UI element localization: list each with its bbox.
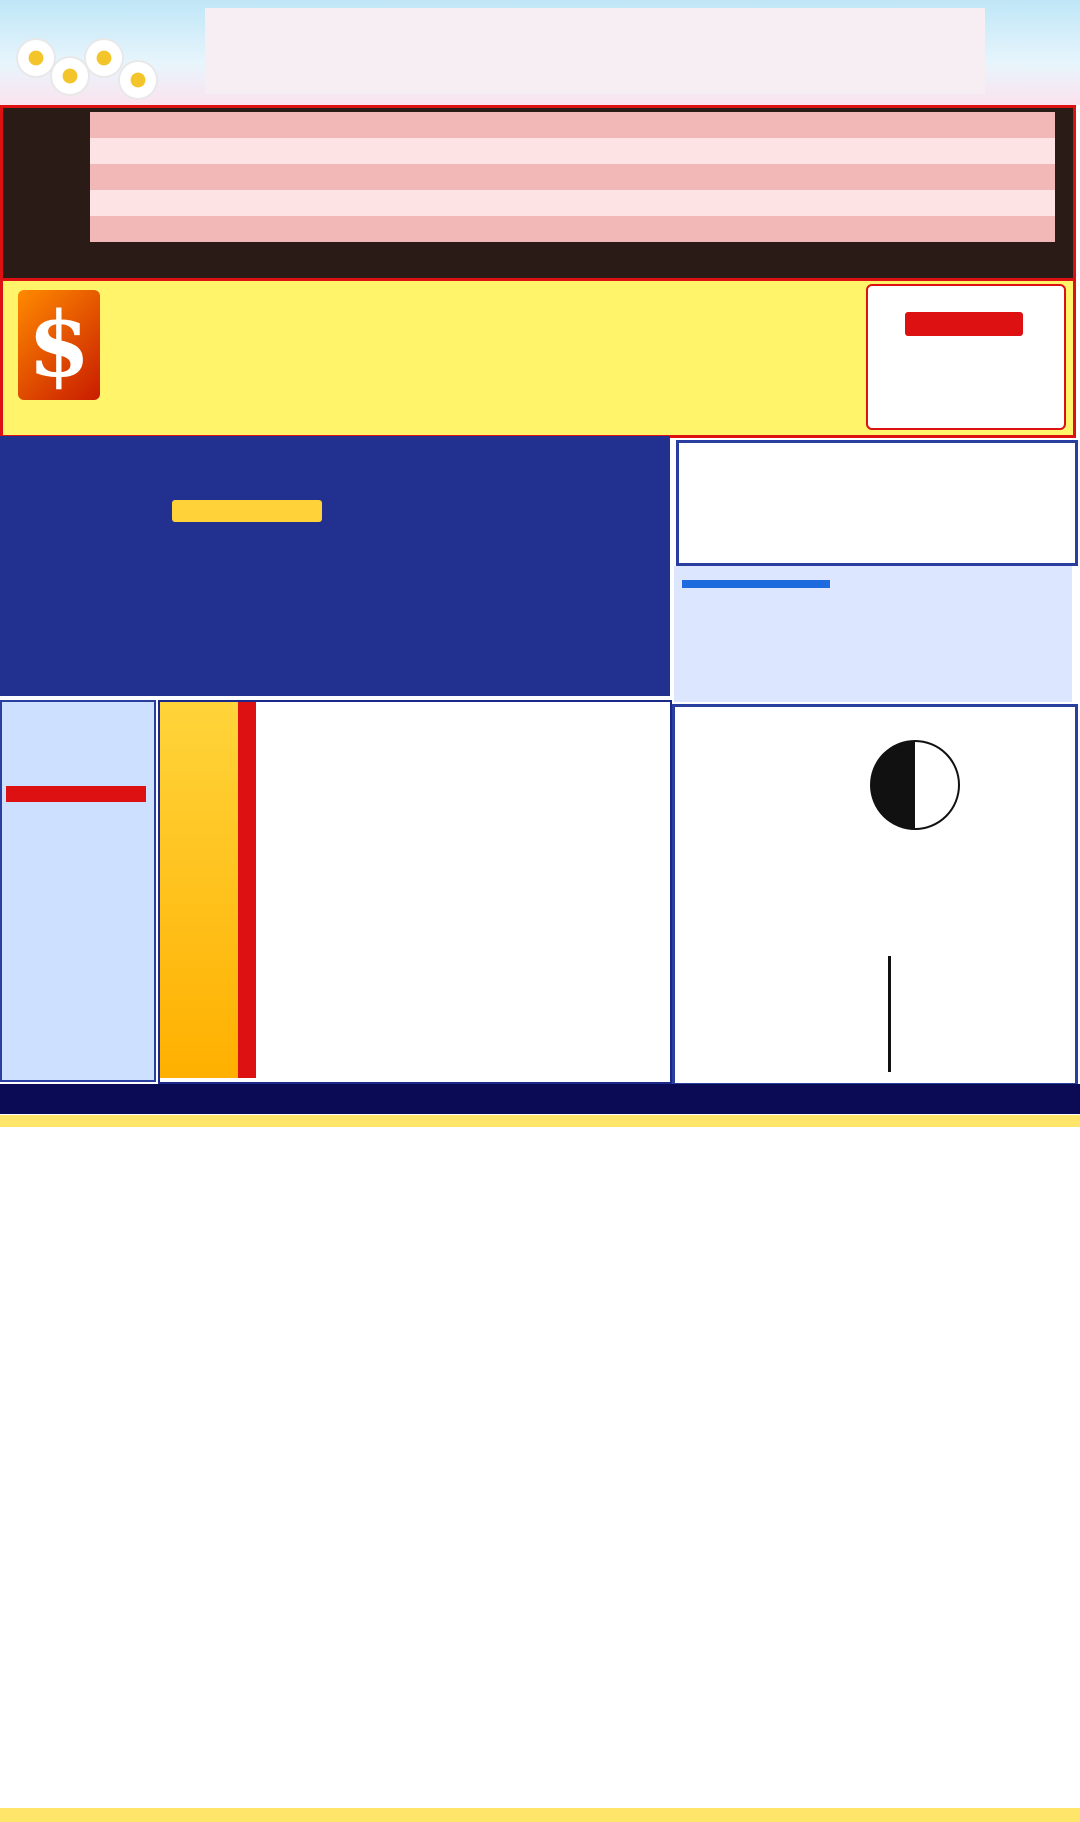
analysis-section xyxy=(0,436,670,696)
header-banner-blank xyxy=(205,8,985,94)
color-grid-label xyxy=(682,580,830,588)
trend-table-footer xyxy=(0,1808,1080,1822)
daisy-flower-icon xyxy=(52,58,88,94)
tema-divider xyxy=(888,956,891,1072)
daisy-flower-icon xyxy=(18,40,54,76)
trend-table xyxy=(0,1115,1080,1820)
analysis-subtitle xyxy=(172,500,322,522)
yin-yang-icon xyxy=(870,740,960,830)
hot-numbers-box xyxy=(676,440,1078,566)
trend-table-title xyxy=(0,1084,1080,1114)
trend-table-header xyxy=(0,1115,1080,1127)
daisy-flower-icon xyxy=(86,40,122,76)
zone-bars xyxy=(92,112,1054,242)
index-side-panel xyxy=(238,702,256,1078)
recommend-zone xyxy=(905,312,1023,336)
index-line-chart xyxy=(256,702,666,1078)
recommend-box xyxy=(866,284,1066,430)
sisters-subtitle xyxy=(6,786,146,802)
index-title xyxy=(166,710,236,1070)
sisters-text xyxy=(22,812,148,1070)
daisy-flower-icon xyxy=(120,62,156,98)
tema-section xyxy=(672,704,1078,1086)
dollar-icon: $ xyxy=(18,290,100,400)
